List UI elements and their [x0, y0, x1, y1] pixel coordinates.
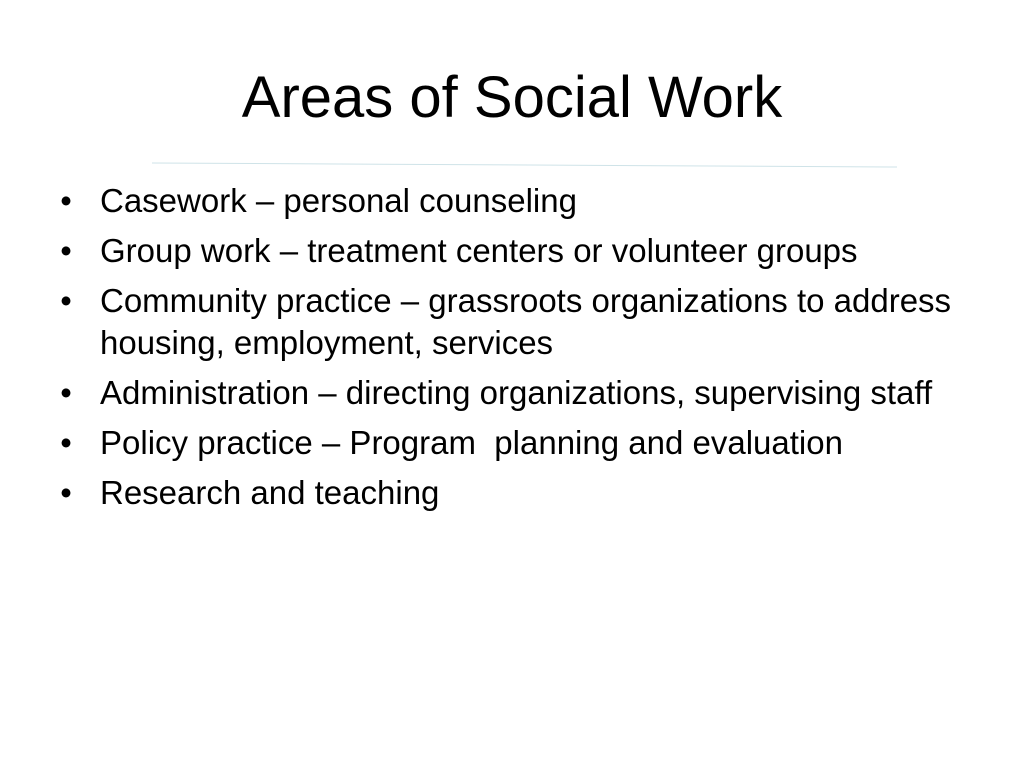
list-item: [56, 280, 956, 364]
list-item: [56, 372, 956, 414]
list-item-text: Research and teaching: [100, 474, 440, 511]
bullet-icon: •: [60, 282, 72, 319]
bullet-icon: •: [60, 374, 72, 411]
title-divider: [152, 162, 897, 168]
list-item-text: Casework – personal counseling: [100, 182, 577, 219]
bullet-list: [56, 180, 956, 522]
list-item-text: Policy practice – Program planning and evaluation: [100, 424, 843, 461]
list-item-text: Administration – directing organizations, supervising staff: [100, 374, 933, 411]
bullet-icon: •: [60, 424, 72, 461]
list-item-text: Group work – treatment centers or volunteer groups: [100, 232, 858, 269]
list-item: [56, 422, 956, 464]
list-item: [56, 472, 956, 514]
bullet-icon: •: [60, 182, 72, 219]
list-item: [56, 180, 956, 222]
bullet-icon: •: [60, 474, 72, 511]
list-item: [56, 230, 956, 272]
slide-title: Areas of Social Work: [241, 65, 783, 130]
list-item-text: Community practice – grassroots organizations to address housing, employment, services: [100, 282, 952, 361]
bullet-icon: •: [60, 232, 72, 269]
